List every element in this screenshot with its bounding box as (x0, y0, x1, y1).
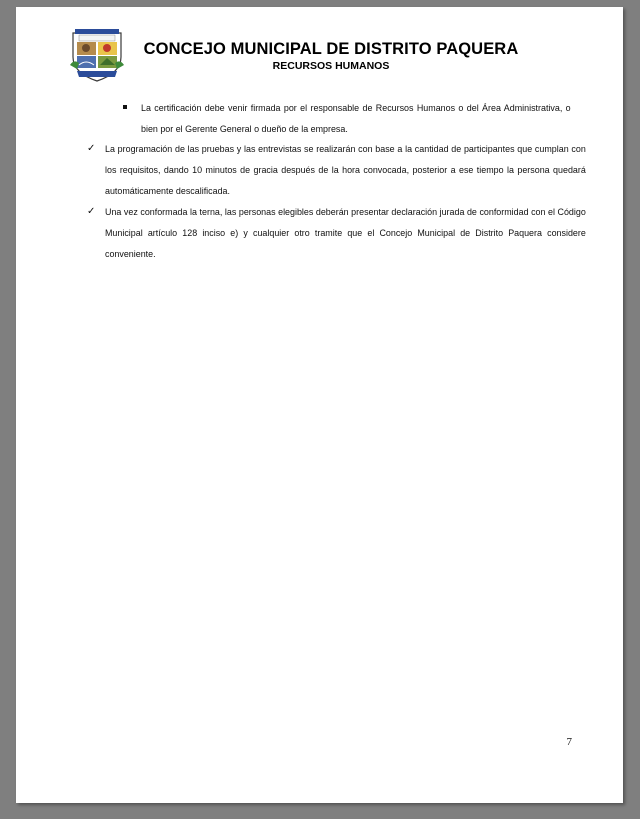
checkmark-icon: ✓ (87, 206, 96, 217)
document-title: CONCEJO MUNICIPAL DE DISTRITO PAQUERA (143, 40, 519, 58)
square-bullet-icon (123, 105, 127, 109)
list-item-eligible-declaration: Una vez conformada la terna, las personas elegibles deberán presentar declaración jurada de conformidad con el Código Municipal artículo 128 inciso e) y cualquier otro tramite que el Concejo Municipal de Distrito Paquera considere conveniente. (105, 207, 586, 260)
document-page (16, 7, 623, 803)
list-item-test-scheduling: La programación de las pruebas y las entrevistas se realizarán con base a la cantidad de participantes que cumplan con los requisitos, dando 10 minutos de gracia después de la hora convocada, posterior a ese tiempo la persona quedará automáticamente descalificada. (105, 144, 586, 197)
checkmark-icon: ✓ (87, 143, 96, 154)
document-subtitle: RECURSOS HUMANOS (272, 60, 390, 72)
list-item-certification: La certificación debe venir firmada por el responsable de Recursos Humanos o del Área Administrativa, o bien por el Gerente General o dueño de la empresa. (141, 103, 571, 135)
page-number: 7 (566, 736, 572, 748)
municipal-shield-logo (69, 27, 125, 83)
